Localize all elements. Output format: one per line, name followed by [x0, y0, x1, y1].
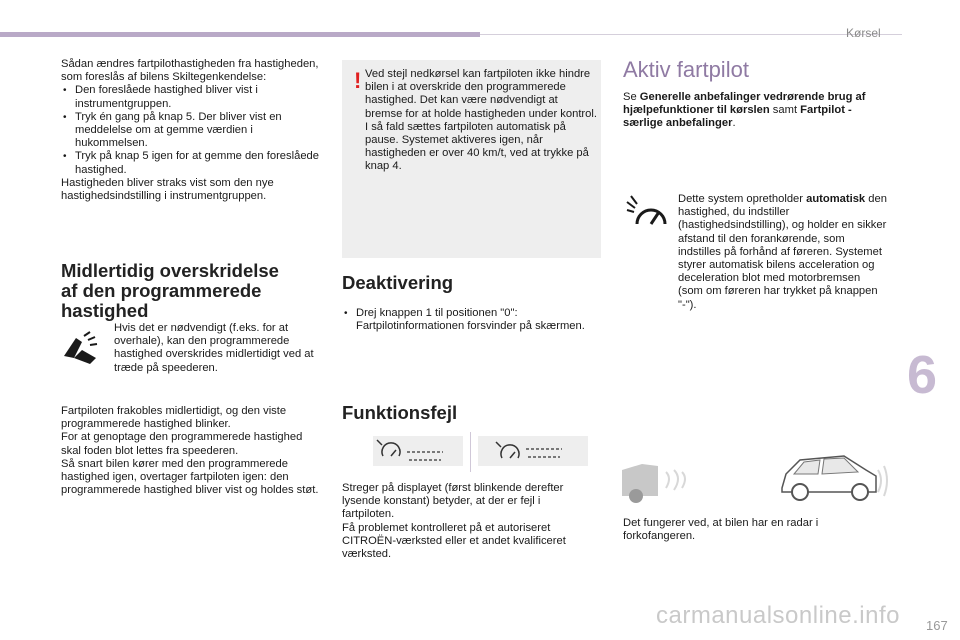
override-text: Hvis det er nødvendigt (f.eks. for at overhale), kan den programmerede hastighed overskrides midlertidigt ved at træde på speederen.: [114, 322, 314, 374]
resume-text: Så snart bilen kører med den programmerede hastighed igen, overtager fartpiloten igen: den programmerede hastighed bliver vist og holdes støt.: [61, 457, 319, 497]
resume-text: For at genoptage den programmerede hastighed skal foden blot lettes fra speederen.: [61, 431, 303, 457]
bullet-item: • Tryk én gang på knap 5. Der bliver vist en meddelelse om at gemme værdien i hukommelsen.: [61, 111, 323, 151]
system-bold: automatisk: [806, 193, 866, 205]
override-text-block: [114, 322, 314, 375]
accelerator-pedal-icon: [60, 330, 100, 366]
header-rule: [480, 34, 902, 35]
outro-text: Hastigheden bliver straks vist som den nye hastighedsindstilling i instrumentgruppen.: [61, 176, 274, 203]
reference-link-text: Fartpilot - særlige anbefalinger: [623, 104, 852, 130]
override-heading: [61, 261, 331, 321]
radar-text-block: [623, 517, 888, 543]
fault-text: Få problemet kontrolleret på et autoriseret CITROËN-værksted eller et andet kvalificeret værksted.: [342, 521, 566, 561]
adaptive-cruise-icon: [625, 192, 669, 230]
fault-display-steady: [478, 436, 588, 466]
radar-text: Det fungerer ved, at bilen har en radar i forkofangeren.: [623, 517, 819, 543]
reference-part: Se: [623, 91, 640, 103]
warning-icon: !: [354, 68, 362, 93]
warning-box: [342, 60, 601, 258]
fault-text-block: [342, 482, 592, 561]
deactivation-text-block: [342, 307, 592, 333]
system-part: den hastighed, du indstiller (hastighedsindstilling), og holder en sikker afstand til den forankørende, som indstilles på forhånd af føreren. Systemet styrer automatisk bilens acceleration og deceleration blot med motorbremsen (som om føreren har trykket på knappen "-").: [678, 193, 887, 311]
intro-text: Sådan ændres fartpilothastigheden fra hastigheden, som foreslås af bilens Skiltegenkendelse:: [61, 58, 319, 84]
fault-divider: [470, 432, 471, 472]
override-heading-line: hastighed: [61, 300, 149, 321]
fault-display-flashing: [373, 436, 463, 466]
cruise-dashes-icon: [373, 436, 463, 466]
system-part: Dette system opretholder: [678, 193, 807, 205]
fault-heading: Funktionsfejl: [342, 402, 458, 423]
override-heading-line: Midlertidig overskridelse: [61, 260, 279, 281]
deactivation-text: • Drej knappen 1 til positionen "0": Fartpilotinformationen forsvinder på skærmen.: [342, 307, 592, 333]
bullet-item: • Den foreslåede hastighed bliver vist i instrumentgruppen.: [61, 84, 323, 110]
section-label: Kørsel: [846, 26, 881, 40]
resume-text: Fartpiloten frakobles midlertidigt, og den viste programmerede hastighed blinker.: [61, 405, 287, 431]
override-heading-line: af den programmerede: [61, 280, 262, 301]
reference-part: samt: [769, 104, 801, 117]
bullet-item: • Tryk på knap 5 igen for at gemme den foreslåede hastighed.: [61, 150, 323, 176]
car-radar-illustration: [622, 448, 888, 504]
fault-text: Streger på displayet (først blinkende derefter lysende konstant) betyder, at der er fejl i fartpiloten.: [342, 482, 564, 521]
active-cruise-title: Aktiv fartpilot: [623, 57, 749, 82]
reference-text: [623, 91, 888, 131]
header-accent-bar: [0, 32, 480, 37]
deactivation-heading: Deaktivering: [342, 272, 454, 293]
reference-link-text: Generelle anbefalinger vedrørende brug af hjælpefunktioner til kørslen: [623, 91, 866, 117]
page-number: 167: [926, 618, 948, 633]
system-text: [678, 193, 888, 312]
warning-text: Ved stejl nedkørsel kan fartpiloten ikke hindre bilen i at overskride den programmerede hastighed. Det kan være nødvendigt at bremse for at holde hastigheden under kontrol. I så fald sættes fartpiloten automatisk på pause. Systemet aktiveres igen, når hastigheden er over 40 km/t, ved at trykke på knap 4.: [365, 68, 597, 173]
cruise-dashes-icon: [478, 436, 588, 466]
watermark: carmanualsonline.info: [656, 602, 900, 629]
resume-text-block: [61, 405, 323, 497]
left-column: [61, 58, 323, 203]
chapter-number: 6: [906, 345, 938, 405]
reference-part: .: [732, 117, 736, 130]
